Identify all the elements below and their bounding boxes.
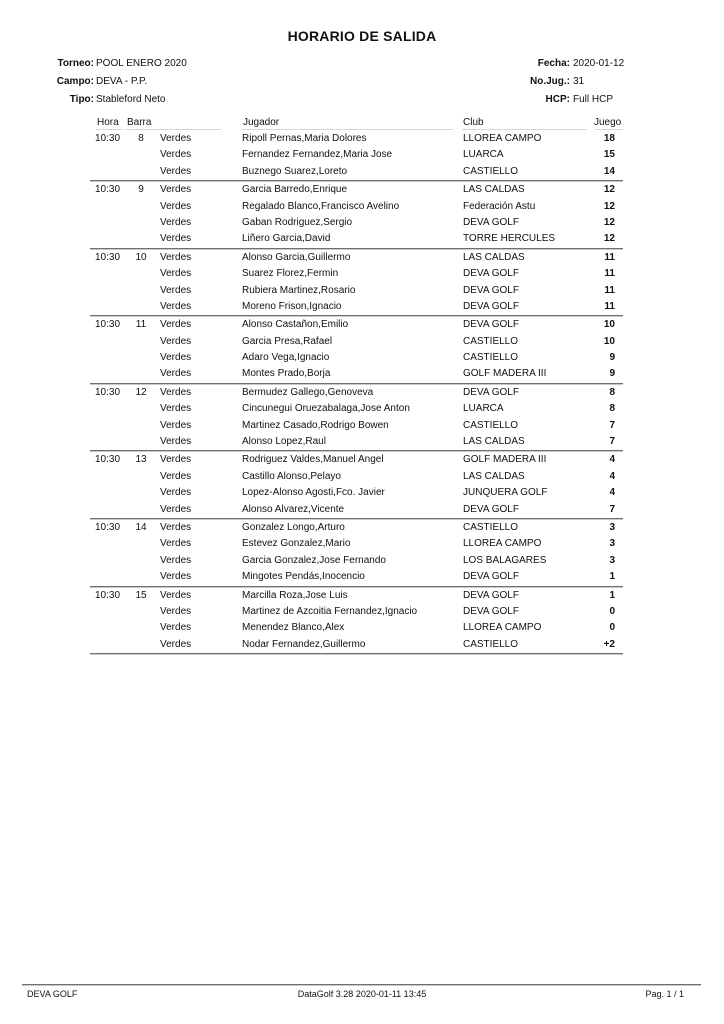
campo-label: Campo: [56, 76, 94, 87]
page-title: HORARIO DE SALIDA [287, 28, 437, 44]
tee-number: 9 [138, 184, 144, 196]
table-row [90, 485, 623, 501]
start-time: 10:30 [95, 521, 121, 533]
tee-color: Verdes [160, 149, 192, 161]
player-handicap: 11 [604, 268, 615, 280]
tee-color: Verdes [160, 521, 192, 533]
tee-color: Verdes [160, 200, 192, 212]
hcp-label: HCP: [545, 94, 570, 105]
player-club: DEVA GOLF [463, 386, 519, 398]
player-handicap: 1 [609, 571, 615, 583]
player-handicap: 1 [609, 589, 615, 601]
table-row [90, 266, 623, 282]
table-row [90, 215, 623, 231]
tee-number: 14 [135, 521, 147, 533]
tee-color: Verdes [160, 419, 192, 431]
tee-color: Verdes [160, 368, 192, 380]
table-row [90, 502, 623, 518]
column-header-hora: Hora [97, 117, 119, 128]
player-handicap: 8 [609, 386, 615, 398]
player-handicap: 4 [609, 470, 615, 482]
player-club: CASTIELLO [463, 335, 519, 347]
footer-software-timestamp: DataGolf 3.28 2020-01-11 13:45 [297, 989, 427, 999]
player-handicap: 12 [603, 200, 615, 212]
player-club: DEVA GOLF [463, 268, 519, 280]
player-name: Marcilla Roza,Jose Luis [242, 589, 348, 601]
player-club: DEVA GOLF [463, 589, 519, 601]
header-underline-club [462, 129, 587, 130]
tee-color: Verdes [160, 216, 192, 228]
tee-color: Verdes [160, 589, 192, 601]
player-club: LLOREA CAMPO [463, 622, 542, 634]
footer-page-number: Pag. 1 / 1 [645, 989, 684, 999]
group-divider [90, 653, 623, 655]
table-row [90, 334, 623, 350]
player-club: LAS CALDAS [463, 184, 525, 196]
torneo-label: Torneo: [57, 58, 94, 69]
start-time: 10:30 [95, 251, 121, 263]
player-club: Federación Astu [463, 200, 536, 212]
player-name: Suarez Florez,Fermin [242, 268, 339, 280]
player-handicap: 7 [609, 503, 615, 515]
tee-color: Verdes [160, 233, 192, 245]
player-name: Liñero Garcia,David [242, 233, 331, 245]
fecha-label: Fecha: [537, 58, 570, 69]
player-club: LLOREA CAMPO [463, 538, 542, 550]
tipo-value: Stableford Neto [96, 94, 166, 105]
player-club: GOLF MADERA III [463, 454, 547, 466]
tee-color: Verdes [160, 470, 192, 482]
player-name: Lopez-Alonso Agosti,Fco. Javier [242, 487, 385, 499]
start-time: 10:30 [95, 589, 121, 601]
table-row [90, 350, 623, 366]
player-name: Castillo Alonso,Pelayo [242, 470, 341, 482]
player-club: LAS CALDAS [463, 436, 525, 448]
player-handicap: 4 [609, 454, 615, 466]
tee-time-table [90, 131, 623, 655]
table-row [90, 317, 623, 333]
tee-color: Verdes [160, 165, 192, 177]
tee-color: Verdes [160, 133, 192, 144]
player-name: Bermudez Gallego,Genoveva [242, 386, 374, 398]
player-handicap: 8 [609, 403, 615, 415]
tee-color: Verdes [160, 386, 192, 398]
player-club: LUARCA [463, 403, 504, 415]
player-club: DEVA GOLF [463, 216, 519, 228]
table-row [90, 366, 623, 382]
player-name: Garcia Presa,Rafael [242, 335, 333, 347]
player-club: LAS CALDAS [463, 251, 525, 263]
column-header-barra: Barra [127, 117, 152, 128]
player-handicap: 9 [609, 352, 615, 364]
tee-color: Verdes [160, 251, 192, 263]
tee-color: Verdes [160, 335, 192, 347]
player-handicap: 14 [603, 165, 615, 177]
header-underline-juego [595, 129, 623, 130]
header-underline-barra [125, 129, 221, 130]
player-name: Cincunegui Oruezabalaga,Jose Anton [242, 403, 410, 415]
player-name: Mingotes Pendás,Inocencio [242, 571, 365, 583]
player-handicap: 9 [609, 368, 615, 380]
table-row [90, 588, 623, 604]
player-handicap: 11 [604, 300, 615, 312]
table-row [90, 147, 623, 163]
column-header-juego: Juego [594, 117, 622, 128]
table-row [90, 299, 623, 315]
column-header-jugador: Jugador [243, 117, 280, 128]
player-club: CASTIELLO [463, 521, 519, 533]
player-club: DEVA GOLF [463, 300, 519, 312]
table-row [90, 283, 623, 299]
player-name: Buznego Suarez,Loreto [242, 165, 348, 177]
start-time: 10:30 [95, 319, 121, 331]
tee-color: Verdes [160, 571, 192, 583]
nojug-label: No.Jug.: [530, 76, 570, 87]
player-club: LLOREA CAMPO [463, 133, 542, 144]
tee-color: Verdes [160, 638, 192, 650]
table-row [90, 131, 623, 147]
player-club: DEVA GOLF [463, 284, 519, 296]
player-handicap: 7 [609, 419, 615, 431]
player-handicap: 4 [609, 487, 615, 499]
tee-number: 13 [135, 454, 147, 466]
tee-color: Verdes [160, 503, 192, 515]
tee-color: Verdes [160, 300, 192, 312]
table-row [90, 434, 623, 450]
campo-value: DEVA - P.P. [96, 76, 148, 87]
player-handicap: 3 [609, 554, 615, 566]
player-name: Ripoll Pernas,Maria Dolores [242, 133, 367, 144]
table-row [90, 385, 623, 401]
player-handicap: +2 [603, 638, 615, 650]
table-row [90, 520, 623, 536]
header-underline-jugador [242, 129, 453, 130]
column-header-club: Club [463, 117, 484, 128]
player-club: CASTIELLO [463, 165, 519, 177]
fecha-value: 2020-01-12 [573, 58, 625, 69]
player-handicap: 10 [603, 335, 615, 347]
player-name: Martinez Casado,Rodrigo Bowen [242, 419, 389, 431]
tee-color: Verdes [160, 487, 192, 499]
player-name: Regalado Blanco,Francisco Avelino [242, 200, 400, 212]
tee-number: 10 [135, 251, 147, 263]
tee-color: Verdes [160, 554, 192, 566]
player-name: Alonso Garcia,Guillermo [242, 251, 351, 263]
player-handicap: 3 [609, 538, 615, 550]
tee-color: Verdes [160, 184, 192, 196]
player-name: Adaro Vega,Ignacio [242, 352, 330, 364]
tee-number: 12 [135, 386, 147, 398]
table-row [90, 569, 623, 585]
tee-color: Verdes [160, 436, 192, 448]
table-row [90, 418, 623, 434]
table-row [90, 536, 623, 552]
player-handicap: 7 [609, 436, 615, 448]
table-row [90, 164, 623, 180]
tee-color: Verdes [160, 284, 192, 296]
table-row [90, 637, 623, 653]
player-handicap: 12 [603, 233, 615, 245]
footer-club: DEVA GOLF [27, 989, 78, 999]
player-handicap: 15 [603, 149, 615, 161]
player-club: LOS BALAGARES [463, 554, 547, 566]
player-name: Menendez Blanco,Alex [242, 622, 345, 634]
player-name: Gonzalez Longo,Arturo [242, 521, 345, 533]
player-club: DEVA GOLF [463, 503, 519, 515]
start-time: 10:30 [95, 133, 121, 144]
player-club: DEVA GOLF [463, 571, 519, 583]
tee-color: Verdes [160, 605, 192, 617]
nojug-value: 31 [573, 76, 585, 87]
tee-number: 8 [138, 133, 144, 144]
tee-number: 15 [135, 589, 147, 601]
player-handicap: 3 [609, 521, 615, 533]
hcp-value: Full HCP [573, 94, 614, 105]
table-row [90, 231, 623, 247]
player-handicap: 12 [603, 216, 615, 228]
player-handicap: 0 [609, 622, 615, 634]
tee-color: Verdes [160, 454, 192, 466]
player-club: LUARCA [463, 149, 504, 161]
player-club: LAS CALDAS [463, 470, 525, 482]
start-time: 10:30 [95, 184, 121, 196]
tee-color: Verdes [160, 268, 192, 280]
player-name: Moreno Frison,Ignacio [242, 300, 342, 312]
player-name: Montes Prado,Borja [242, 368, 331, 380]
player-club: DEVA GOLF [463, 605, 519, 617]
player-club: CASTIELLO [463, 352, 519, 364]
tee-color: Verdes [160, 352, 192, 364]
player-handicap: 18 [603, 133, 615, 144]
table-row [90, 604, 623, 620]
player-name: Alonso Lopez,Raul [242, 436, 326, 448]
player-club: TORRE HERCULES [463, 233, 556, 245]
player-name: Garcia Gonzalez,Jose Fernando [242, 554, 386, 566]
table-row [90, 182, 623, 198]
torneo-value: POOL ENERO 2020 [96, 58, 187, 69]
player-name: Gaban Rodriguez,Sergio [242, 216, 353, 228]
player-name: Alonso Alvarez,Vicente [242, 503, 345, 515]
player-name: Rubiera Martinez,Rosario [242, 284, 356, 296]
player-club: DEVA GOLF [463, 319, 519, 331]
player-handicap: 10 [603, 319, 615, 331]
table-row [90, 469, 623, 485]
tipo-label: Tipo: [69, 94, 94, 105]
table-row [90, 250, 623, 266]
footer-divider [22, 984, 701, 986]
tee-number: 11 [135, 319, 147, 331]
table-row [90, 452, 623, 468]
start-time: 10:30 [95, 386, 121, 398]
tee-color: Verdes [160, 538, 192, 550]
player-name: Alonso Castañon,Emilio [242, 319, 349, 331]
tee-color: Verdes [160, 403, 192, 415]
player-handicap: 11 [604, 284, 615, 296]
table-row [90, 620, 623, 636]
tee-color: Verdes [160, 622, 192, 634]
tee-color: Verdes [160, 319, 192, 331]
player-handicap: 11 [604, 251, 615, 263]
header-underline-hora [96, 129, 122, 130]
start-time: 10:30 [95, 454, 121, 466]
player-handicap: 0 [609, 605, 615, 617]
player-name: Estevez Gonzalez,Mario [242, 538, 351, 550]
player-club: JUNQUERA GOLF [463, 487, 548, 499]
player-name: Garcia Barredo,Enrique [242, 184, 348, 196]
table-row [90, 553, 623, 569]
player-club: CASTIELLO [463, 419, 519, 431]
player-name: Fernandez Fernandez,Maria Jose [242, 149, 393, 161]
player-name: Martinez de Azcoitia Fernandez,Ignacio [242, 605, 418, 617]
player-club: GOLF MADERA III [463, 368, 547, 380]
table-row [90, 199, 623, 215]
player-name: Nodar Fernandez,Guillermo [242, 638, 366, 650]
table-row [90, 401, 623, 417]
player-handicap: 12 [603, 184, 615, 196]
player-club: CASTIELLO [463, 638, 519, 650]
player-name: Rodriguez Valdes,Manuel Angel [242, 454, 384, 466]
